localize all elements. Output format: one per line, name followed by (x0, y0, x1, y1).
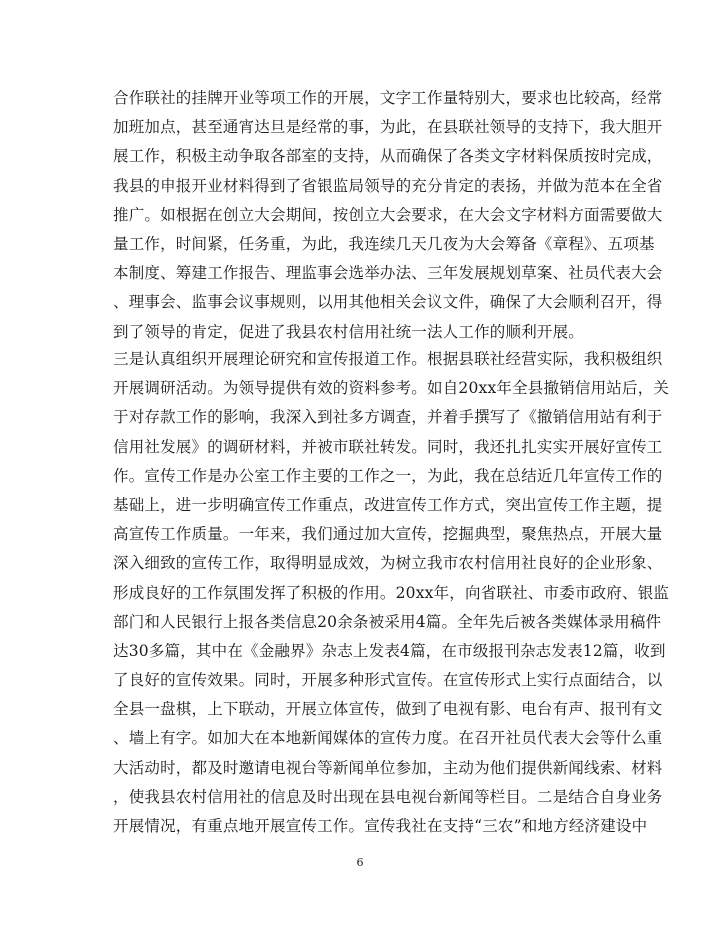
text-line: 了良好的宣传效果。同时，开展多种形式宣传。在宣传形式上实行点面结合，以 (113, 671, 663, 690)
text-line: 于对存款工作的影响，我深入到社多方调查，并着手撰写了《撤销信用站有利于 (113, 408, 663, 427)
text-line: 达30多篇，其中在《金融界》杂志上发表4篇，在市级报刊杂志发表12篇，收到 (113, 641, 666, 660)
text-line: 开展情况，有重点地开展宣传工作。宣传我社在支持“三农”和地方经济建设中 (113, 817, 648, 835)
text-line: 基础上，进一步明确宣传工作重点，改进宣传工作方式，突出宣传工作主题，提 (113, 495, 663, 514)
text-line: 深入细致的宣传工作，取得明显成效，为树立我市农村信用社良好的企业形象、 (113, 554, 663, 573)
text-line: ，使我县农村信用社的信息及时出现在县电视台新闻等栏目。二是结合自身业务 (113, 787, 663, 806)
page-number: 6 (356, 856, 364, 869)
text-line: 、墙上有字。如加大在本地新闻媒体的宣传力度。在召开社员代表大会等什么重 (113, 729, 663, 748)
text-line: 合作联社的挂牌开业等项工作的开展，文字工作量特别大，要求也比较高，经常 (113, 89, 663, 107)
text-line: 大活动时，都及时邀请电视台等新闻单位参加，主动为他们提供新闻线索、材料 (113, 758, 663, 777)
text-line: 展工作，积极主动争取各部室的支持，从而确保了各类文字材料保质按时完成， (113, 147, 663, 166)
text-line: 我县的申报开业材料得到了省银监局领导的充分肯定的表扬，并做为范本在全省 (113, 176, 663, 195)
text-line: 开展调研活动。为领导提供有效的资料参考。如自20xx年全县撤销信用站后，关 (113, 379, 670, 398)
text-line: 信用社发展》的调研材料，并被市联社转发。同时，我还扎扎实实开展好宣传工 (113, 437, 663, 456)
text-line: 高宣传工作质量。一年来，我们通过加大宣传，挖掘典型，聚焦热点，开展大量 (113, 525, 663, 544)
text-line: 三是认真组织开展理论研究和宣传报道工作。根据县联社经营实际，我积极组织 (113, 350, 663, 368)
paragraph-2 (113, 345, 670, 841)
text-line: 作。宣传工作是办公室工作主要的工作之一，为此，我在总结近几年宣传工作的 (113, 466, 663, 485)
text-line: 加班加点，甚至通宵达旦是经常的事，为此，在县联社领导的支持下，我大胆开 (113, 118, 663, 137)
paragraph-1 (113, 84, 663, 347)
text-line: 推广。如根据在创立大会期间，按创立大会要求，在大会文字材料方面需要做大 (113, 205, 663, 224)
text-line: 量工作，时间紧，任务重，为此，我连续几天几夜为大会筹备《章程》、五项基 (113, 234, 655, 253)
text-line: 本制度、筹建工作报告、理监事会选举办法、三年发展规划草案、社员代表大会 (113, 264, 663, 283)
text-line: 全县一盘棋，上下联动，开展立体宣传，做到了电视有影、电台有声、报刊有文 (113, 700, 663, 719)
text-line: 、理事会、监事会议事规则，以用其他相关会议文件，确保了大会顺利召开，得 (113, 293, 663, 312)
text-line: 形成良好的工作氛围发挥了积极的作用。20xx年，向省联社、市委市政府、银监 (113, 583, 670, 602)
text-line: 到了领导的肯定，促进了我县农村信用社统一法人工作的顺利开展。 (113, 322, 585, 341)
text-line: 部门和人民银行上报各类信息20余条被采用4篇。全年先后被各类媒体录用稿件 (113, 612, 662, 631)
